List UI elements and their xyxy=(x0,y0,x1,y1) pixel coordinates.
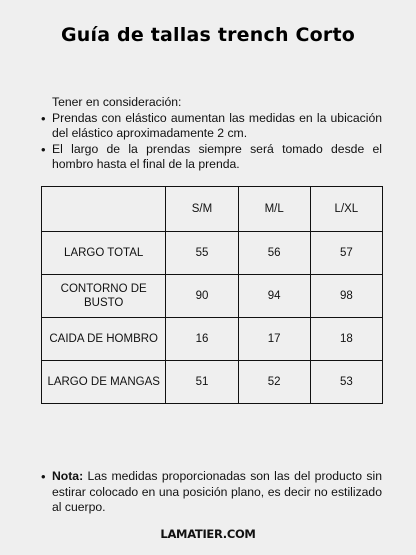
measure-label: LARGO DE MANGAS xyxy=(42,361,166,404)
list-item xyxy=(40,469,382,516)
note-text: Prendas con elástico aumentan las medidas en la ubicación del elástico aproximadamente 2 cm. xyxy=(52,110,382,140)
header-cell-size: M/L xyxy=(238,187,310,232)
table-row xyxy=(42,318,383,361)
note-text: Las medidas proporcionadas son las del producto sin estirar colocado en una posición plano, es decir no estilizado al cuerpo. xyxy=(52,469,382,514)
size-table xyxy=(41,186,383,404)
bullet-icon: • xyxy=(41,469,46,484)
measure-value: 17 xyxy=(238,318,310,361)
measure-value: 98 xyxy=(310,275,382,318)
measure-value: 94 xyxy=(238,275,310,318)
measure-value: 18 xyxy=(310,318,382,361)
brand-logo: LAMATIER.COM xyxy=(160,527,256,541)
footer-note xyxy=(40,469,382,516)
note-text: El largo de la prendas siempre será tomado desde el hombro hasta el final de la prenda. xyxy=(52,141,382,171)
bullet-icon: • xyxy=(41,110,46,126)
considerations-heading: Tener en consideración: xyxy=(52,95,182,109)
considerations-section xyxy=(40,95,382,173)
measure-label: LARGO TOTAL xyxy=(42,232,166,275)
note-label: Nota: xyxy=(52,469,84,483)
measure-value: 57 xyxy=(310,232,382,275)
measure-value: 52 xyxy=(238,361,310,404)
measure-value: 56 xyxy=(238,232,310,275)
table-row xyxy=(42,232,383,275)
table-header-row xyxy=(42,187,383,232)
measure-value: 55 xyxy=(166,232,238,275)
measure-label: CAIDA DE HOMBRO xyxy=(42,318,166,361)
page-title: Guía de tallas trench Corto xyxy=(60,24,356,46)
header-cell-size: S/M xyxy=(166,187,238,232)
measure-value: 90 xyxy=(166,275,238,318)
list-item xyxy=(40,142,382,173)
header-cell-size: L/XL xyxy=(310,187,382,232)
table-row xyxy=(42,275,383,318)
list-item xyxy=(40,111,382,142)
measure-value: 53 xyxy=(310,361,382,404)
measure-label: CONTORNO DE BUSTO xyxy=(42,275,166,318)
header-cell-empty xyxy=(42,187,166,232)
measure-value: 51 xyxy=(166,361,238,404)
table-row xyxy=(42,361,383,404)
bullet-icon: • xyxy=(41,141,46,157)
measure-value: 16 xyxy=(166,318,238,361)
considerations-list xyxy=(40,111,382,173)
